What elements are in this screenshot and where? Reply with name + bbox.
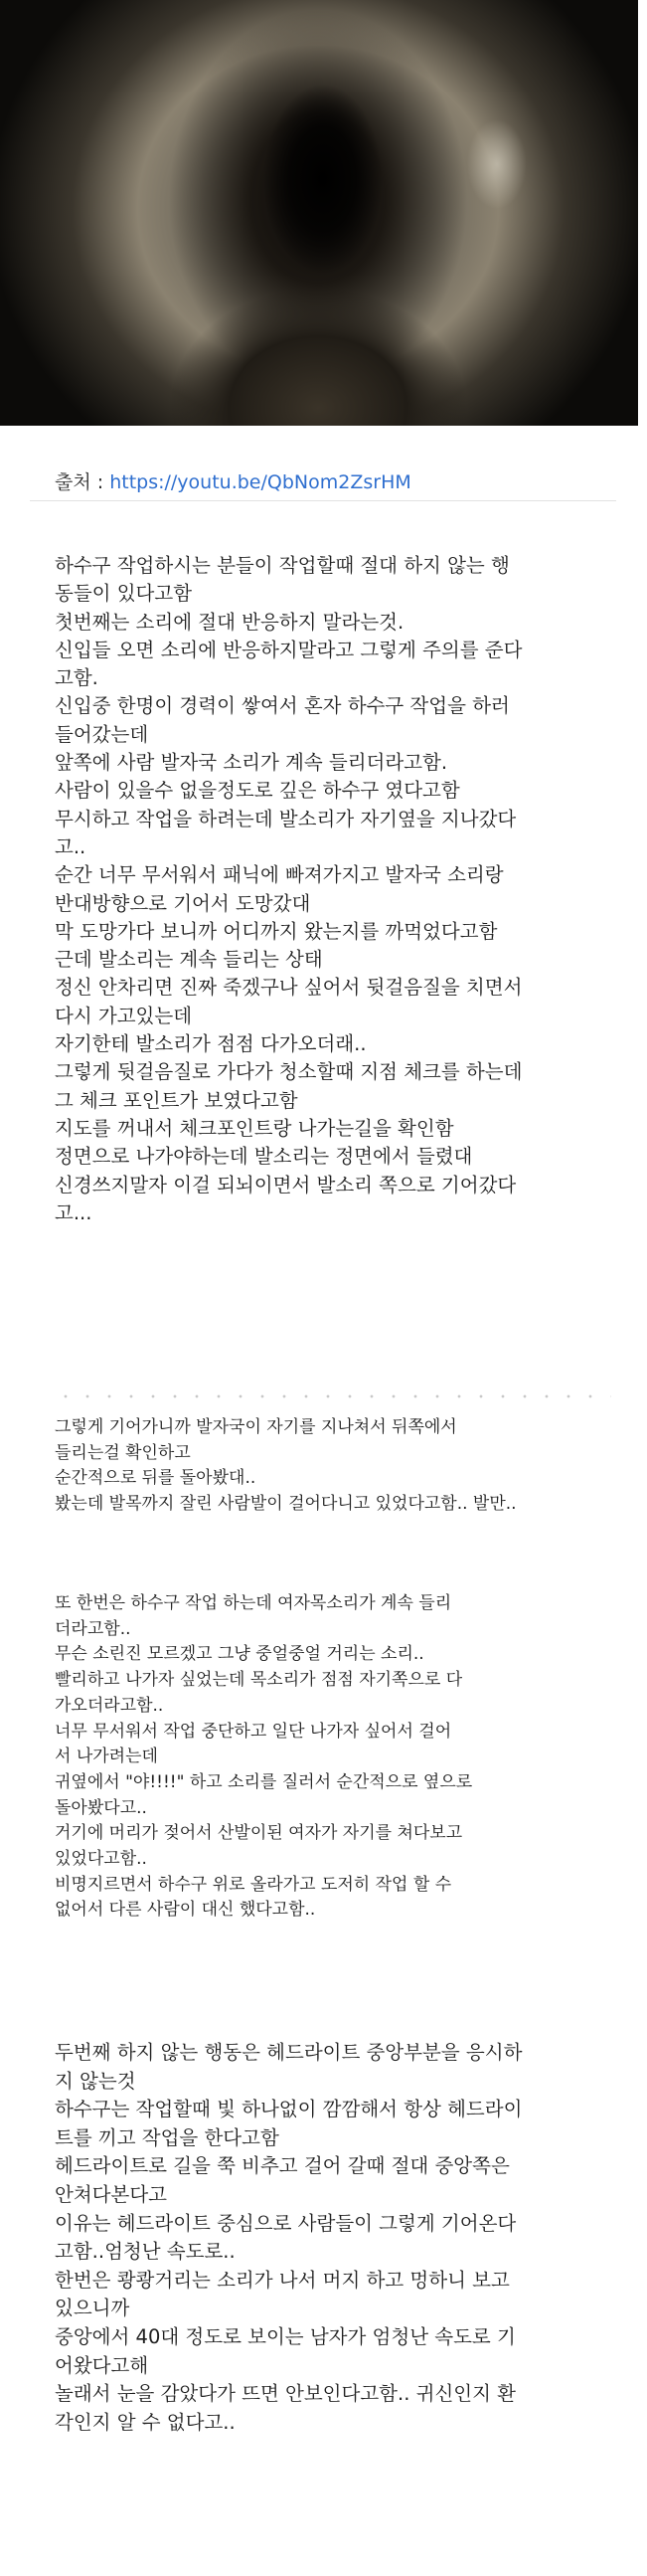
source-link[interactable]: https://youtu.be/QbNom2ZsrHM bbox=[109, 471, 411, 493]
text-line: 정신 안차리면 진짜 죽겠구나 싶어서 뒷걸음질을 치면서 bbox=[55, 976, 523, 1000]
text-line: 하수구는 작업할때 빛 하나없이 깜깜해서 항상 헤드라이 bbox=[55, 2098, 523, 2121]
text-line: 가오더라고함.. bbox=[55, 1695, 164, 1716]
text-line: 돌아봤다고.. bbox=[55, 1797, 147, 1818]
source-label: 출처 : bbox=[55, 471, 110, 493]
text-line: 첫번째는 소리에 절대 반응하지 말라는것. bbox=[55, 610, 404, 634]
text-line: 비명지르면서 하수구 위로 올라가고 도저히 작업 할 수 bbox=[55, 1874, 452, 1895]
text-line: 신경쓰지말자 이걸 되뇌이면서 발소리 쪽으로 기어갔다 bbox=[55, 1173, 517, 1196]
flash-glare bbox=[467, 119, 527, 209]
text-line: 막 도망가다 보니까 어디까지 왔는지를 까먹었다고함 bbox=[55, 919, 498, 943]
story-footsteps-ending bbox=[55, 1415, 517, 1518]
text-line: 무슨 소린진 모르겠고 그냥 중얼중얼 거리는 소리.. bbox=[55, 1644, 424, 1665]
text-line: 중앙에서 40대 정도로 보이는 남자가 엄청난 속도로 기 bbox=[55, 2324, 516, 2348]
text-line: 순간적으로 뒤를 돌아봤대.. bbox=[55, 1468, 256, 1489]
text-line: 귀옆에서 "야!!!!" 하고 소리를 질러서 순간적으로 옆으로 bbox=[55, 1771, 473, 1792]
text-line: 헤드라이트로 길을 쭉 비추고 걸어 갈때 절대 중앙쪽은 bbox=[55, 2154, 510, 2178]
text-line: 지도를 꺼내서 체크포인트랑 나가는길을 확인함 bbox=[55, 1116, 454, 1140]
text-line: 있으니까 bbox=[55, 2297, 130, 2320]
text-line: 정면으로 나가야하는데 발소리는 정면에서 들렸대 bbox=[55, 1145, 473, 1169]
text-line: 신입중 한명이 경력이 쌓여서 혼자 하수구 작업을 하러 bbox=[55, 694, 510, 718]
text-line: 거기에 머리가 젖어서 산발이된 여자가 자기를 쳐다보고 bbox=[55, 1823, 463, 1844]
text-line: 있었다고함.. bbox=[55, 1849, 147, 1870]
text-line: 고... bbox=[55, 1200, 92, 1224]
text-line: 그 체크 포인트가 보였다고함 bbox=[55, 1088, 298, 1112]
text-line: 들어갔는데 bbox=[55, 722, 149, 746]
text-line: 너무 무서워서 작업 중단하고 일단 나가자 싶어서 걸어 bbox=[55, 1721, 452, 1742]
text-line: 더라고함.. bbox=[55, 1618, 131, 1639]
text-line: 한번은 쾅쾅거리는 소리가 나서 머지 하고 멍하니 보고 bbox=[55, 2268, 510, 2292]
text-line: 자기한테 발소리가 점점 다가오더래.. bbox=[55, 1032, 367, 1056]
text-line: 각인지 알 수 없다고.. bbox=[55, 2410, 236, 2434]
text-line: 들리는걸 확인하고 bbox=[55, 1442, 191, 1463]
text-line: 근데 발소리는 계속 들리는 상태 bbox=[55, 948, 323, 972]
text-line: 그렇게 기어가니까 발자국이 자기를 지나쳐서 뒤쪽에서 bbox=[55, 1417, 457, 1437]
tunnel-photo bbox=[0, 0, 638, 426]
text-line: 또 한번은 하수구 작업 하는데 여자목소리가 계속 들리 bbox=[55, 1593, 452, 1613]
story-first-rule bbox=[55, 552, 522, 1227]
text-line: 무시하고 작업을 하려는데 발소리가 자기옆을 지나갔다 bbox=[55, 807, 517, 830]
text-line: 없어서 다른 사람이 대신 했다고함.. bbox=[55, 1900, 316, 1921]
text-line: 반대방향으로 기어서 도망갔대 bbox=[55, 891, 311, 915]
source-line bbox=[55, 467, 411, 494]
divider bbox=[30, 500, 616, 501]
text-line: 순간 너무 무서워서 패닉에 빠져가지고 발자국 소리랑 bbox=[55, 863, 504, 887]
text-line: 동들이 있다고함 bbox=[55, 582, 193, 606]
tunnel-floor bbox=[169, 259, 467, 426]
text-line: 이유는 헤드라이트 중심으로 사람들이 그렇게 기어온다 bbox=[55, 2211, 517, 2235]
text-line: 지 않는것 bbox=[55, 2069, 136, 2093]
text-line: 앞쪽에 사람 발자국 소리가 계속 들리더라고함. bbox=[55, 751, 448, 775]
story-woman-voice bbox=[55, 1591, 472, 1924]
text-line: 서 나가려는데 bbox=[55, 1747, 158, 1767]
text-line: 고함. bbox=[55, 666, 98, 690]
text-line: 어왔다고해 bbox=[55, 2353, 149, 2377]
text-line: 두번째 하지 않는 행동은 헤드라이트 중앙부분을 응시하 bbox=[55, 2041, 523, 2064]
text-line: 빨리하고 나가자 싶었는데 목소리가 점점 자기쪽으로 다 bbox=[55, 1670, 463, 1691]
text-line: 신입들 오면 소리에 반응하지말라고 그렇게 주의를 준다 bbox=[55, 638, 523, 661]
text-line: 사람이 있을수 없을정도로 깊은 하수구 였다고함 bbox=[55, 779, 460, 803]
text-line: 고함..엄청난 속도로.. bbox=[55, 2240, 236, 2264]
text-line: 그렇게 뒷걸음질로 가다가 청소할때 지점 체크를 하는데 bbox=[55, 1060, 523, 1084]
text-line: 안쳐다본다고 bbox=[55, 2182, 168, 2206]
text-line: 다시 가고있는데 bbox=[55, 1004, 193, 1027]
dotted-separator bbox=[55, 1394, 611, 1398]
text-line: 봤는데 발목까지 잘린 사람발이 걸어다니고 있었다고함.. 발만.. bbox=[55, 1494, 517, 1515]
text-line: 트를 끼고 작업을 한다고함 bbox=[55, 2125, 279, 2149]
text-line: 하수구 작업하시는 분들이 작업할때 절대 하지 않는 행 bbox=[55, 554, 510, 577]
story-second-rule bbox=[55, 2039, 522, 2437]
text-line: 고.. bbox=[55, 834, 86, 858]
text-line: 놀래서 눈을 감았다가 뜨면 안보인다고함.. 귀신인지 환 bbox=[55, 2382, 517, 2406]
